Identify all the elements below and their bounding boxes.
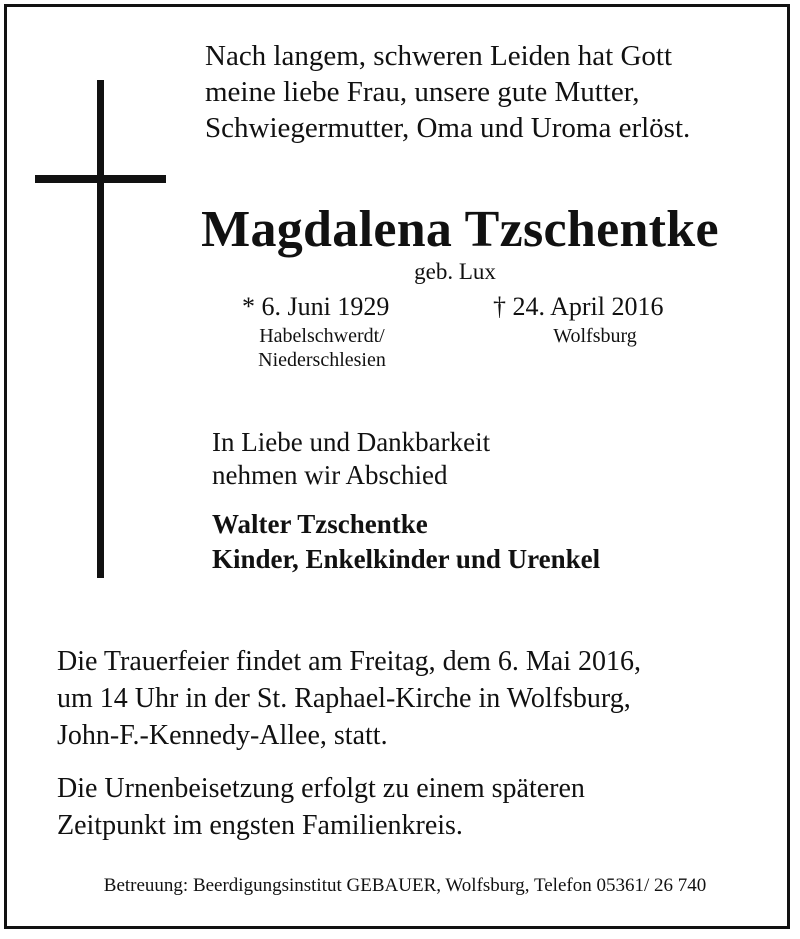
cross-horizontal-beam [35, 175, 166, 183]
family-signature [212, 507, 600, 577]
farewell-line: nehmen wir Abschied [212, 460, 448, 490]
death-place: Wolfsburg [553, 325, 637, 347]
birth-date: * 6. Juni 1929 [242, 292, 390, 321]
funeral-home-footer: Betreuung: Beerdigungsinstitut GEBAUER, Wolfsburg, Telefon 05361/ 26 740 [103, 875, 707, 896]
deceased-name: Magdalena Tzschentke [201, 201, 719, 258]
service-details [57, 643, 641, 754]
family-line: Walter Tzschentke [212, 509, 428, 539]
death-date: † 24. April 2016 [493, 292, 664, 321]
maiden-name: geb. Lux [414, 259, 496, 284]
intro-text [205, 38, 765, 146]
birth-place-line: Habelschwerdt/ [259, 325, 385, 347]
burial-line: Die Urnenbeisetzung erfolgt zu einem späteren [57, 773, 585, 804]
burial-line: Zeitpunkt im engsten Familienkreis. [57, 810, 463, 841]
burial-details [57, 770, 585, 844]
birth-place [232, 324, 412, 372]
service-line: um 14 Uhr in der St. Raphael-Kirche in Wolfsburg, [57, 683, 631, 714]
intro-line: meine liebe Frau, unsere gute Mutter, [205, 76, 640, 108]
intro-line: Schwiegermutter, Oma und Uroma erlöst. [205, 112, 691, 144]
intro-line: Nach langem, schweren Leiden hat Gott [205, 40, 673, 72]
cross-vertical-beam [97, 80, 104, 578]
farewell-text [212, 426, 490, 492]
family-line: Kinder, Enkelkinder und Urenkel [212, 544, 601, 574]
birth-place-line: Niederschlesien [258, 349, 386, 371]
service-line: Die Trauerfeier findet am Freitag, dem 6. Mai 2016, [57, 646, 641, 677]
service-line: John-F.-Kennedy-Allee, statt. [57, 720, 388, 751]
farewell-line: In Liebe und Dankbarkeit [212, 427, 491, 457]
